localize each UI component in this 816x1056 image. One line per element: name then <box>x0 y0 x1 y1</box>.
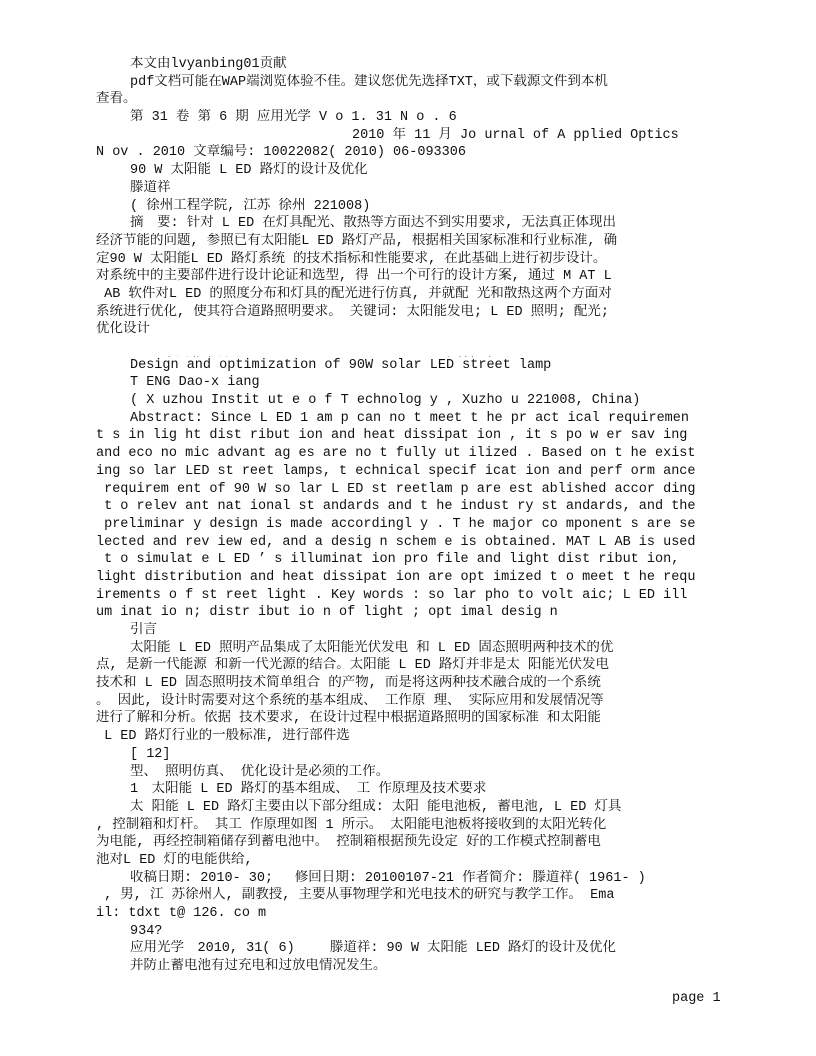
abstract-cn-line: AB 软件对L ED 的照度分布和灯具的配光进行仿真, 并就配 光和散热这两个方面对 <box>96 286 612 302</box>
article-number-line: N ov . 2010 文章编号: 10022082( 2010) 06-093306 <box>96 145 466 161</box>
affiliation-cn: ( 徐州工程学院, 江苏 徐州 221008) <box>130 198 371 214</box>
introduction-line: 太阳能 L ED 照明产品集成了太阳能光伏发电 和 L ED 固态照明两种技术的优 <box>130 640 614 656</box>
abstract-en-line: light distribution and heat dissipat ion are opt imized t o meet t he requ <box>96 569 696 585</box>
footnote-line: , 男, 江 苏徐州人, 副教授, 主要从事物理学和光电技术的研究与教学工作。 Ema <box>96 888 615 904</box>
author-cn: 滕道祥 <box>130 180 171 196</box>
section-1-line: 为电能, 再经控制箱储存到蓄电池中。 控制箱根据预先设定 好的工作模式控制蓄电 <box>96 835 601 851</box>
introduction-continuation: 型、 照明仿真、 优化设计是必须的工作。 <box>130 764 390 780</box>
citation-marker: [ 12] <box>130 746 171 762</box>
abstract-cn-line: 系统进行优化, 使其符合道路照明要求。 关键词: 太阳能发电; L ED 照明; 配光; <box>96 304 610 320</box>
abstract-cn-line: 对系统中的主要部件进行设计论证和选型, 得 出一个可行的设计方案, 通过 M AT L <box>96 269 612 285</box>
introduction-line: 点, 是新一代能源 和新一代光源的结合。太阳能 L ED 路灯并非是太 阳能光伏发电 <box>96 658 610 674</box>
abstract-cn-line: 定90 W 太阳能L ED 路灯系统 的技术指标和性能要求, 在此基础上进行初步设计。 <box>96 251 607 267</box>
abstract-en-line: t s in lig ht dist ribut ion and heat dissipat ion , it s po w er sav ing <box>96 428 688 444</box>
title-en: Design and optimization of 90W solar LED street lamp <box>130 357 552 373</box>
introduction-line: 技术和 L ED 固态照明技术简单组合 的产物, 而是将这两种技术融合成的一个系统 <box>96 676 601 692</box>
introduction-heading: 引言 <box>130 623 157 638</box>
running-header: 应用光学 2010, 31( 6) 滕道祥: 90 W 太阳能 LED 路灯的设计及优化 <box>130 941 617 957</box>
abstract-en-line: and eco no mic advant ag es are no t fully ut ilized . Based on t he exist <box>96 446 696 462</box>
abstract-en-line: lected and rev iew ed, and a desig n schem e is obtained. MAT L AB is used <box>96 534 696 550</box>
section-1-line: 池对L ED 灯的电能供给, <box>96 852 253 868</box>
abstract-en-line: preliminar y design is made accordingl y . T he major co mponent s are se <box>96 516 696 532</box>
journal-date-line: 2010 年 11 月 Jo urnal of A pplied Optics <box>352 127 679 143</box>
abstract-cn-line: 经济节能的问题, 参照已有太阳能L ED 路灯产品, 根据相关国家标准和行业标准, 确 <box>96 233 618 249</box>
page-marker: 934? <box>130 923 163 939</box>
footnote-line: 收稿日期: 2010- 30; 修回日期: 20100107-21 作者简介: 滕道祥( 1961- ) <box>130 870 646 886</box>
document-body <box>96 56 756 976</box>
journal-volume-line: 第 31 卷 第 6 期 应用光学 V o 1. 31 N o . 6 <box>130 110 457 126</box>
introduction-line: L ED 路灯行业的一般标准, 进行部件选 <box>96 729 350 745</box>
abstract-en-line: t o relev ant nat ional st andards and t he indust ry st andards, and the <box>96 499 696 515</box>
classification-line <box>96 339 756 357</box>
abstract-cn-line: 优化设计 <box>96 322 150 338</box>
author-en: T ENG Dao-x iang <box>130 375 260 391</box>
continued-text: 并防止蓄电池有过充电和过放电情况发生。 <box>130 959 387 975</box>
introduction-line: 进行了解和分析。依据 技术要求, 在设计过程中根据道路照明的国家标准 和太阳能 <box>96 711 601 727</box>
section-1-heading: 1 太阳能 L ED 路灯的基本组成、 工 作原理及技术要求 <box>130 782 487 798</box>
pdf-notice-line: pdf文档可能在WAP端浏览体验不佳。建议您优先选择TXT，或下载源文件到本机 <box>130 74 608 90</box>
affiliation-en: ( X uzhou Instit ut e o f T echnolog y , Xuzho u 221008, China) <box>130 393 641 409</box>
abstract-en-line: Abstract: Since L ED 1 am p can no t meet t he pr act ical requiremen <box>130 410 689 426</box>
pdf-notice-line: 查看。 <box>96 92 137 108</box>
section-1-line: , 控制箱和灯杆。 其工 作原理如图 1 所示。 太阳能电池板将接收到的太阳光转化 <box>96 817 607 833</box>
abstract-en-line: ing so lar LED st reet lamps, t echnical specif icat ion and perf orm ance <box>96 463 696 479</box>
abstract-en-line: t o simulat e L ED ’ s illuminat ion pro file and light dist ribut ion, <box>96 552 680 568</box>
page-number-label: page 1 <box>672 991 721 1006</box>
section-1-line: 太 阳能 L ED 路灯主要由以下部分组成: 太阳 能电池板, 蓄电池, L ED 灯具 <box>130 799 622 815</box>
abstract-cn-line: 摘 要: 针对 L ED 在灯具配光、散热等方面达不到实用要求, 无法真正体现出 <box>130 216 617 232</box>
abstract-en-line: irements o f st reet light . Key words : so lar pho to volt aic; L ED ill <box>96 587 688 603</box>
contributor-note: 本文由lvyanbing01贡献 <box>130 57 287 72</box>
footnote-line: il: tdxt t@ 126. co m <box>96 906 267 921</box>
abstract-en-line: requirem ent of 90 W so lar L ED st reetlam p are est ablished accor ding <box>96 481 696 497</box>
abstract-en-line: um inat io n; distr ibut io n of light ; opt imal desig n <box>96 605 558 621</box>
introduction-line: 。 因此, 设计时需要对这个系统的基本组成、 工作原 理、 实际应用和发展情况等 <box>96 693 604 709</box>
title-cn: 90 W 太阳能 L ED 路灯的设计及优化 <box>130 163 368 179</box>
